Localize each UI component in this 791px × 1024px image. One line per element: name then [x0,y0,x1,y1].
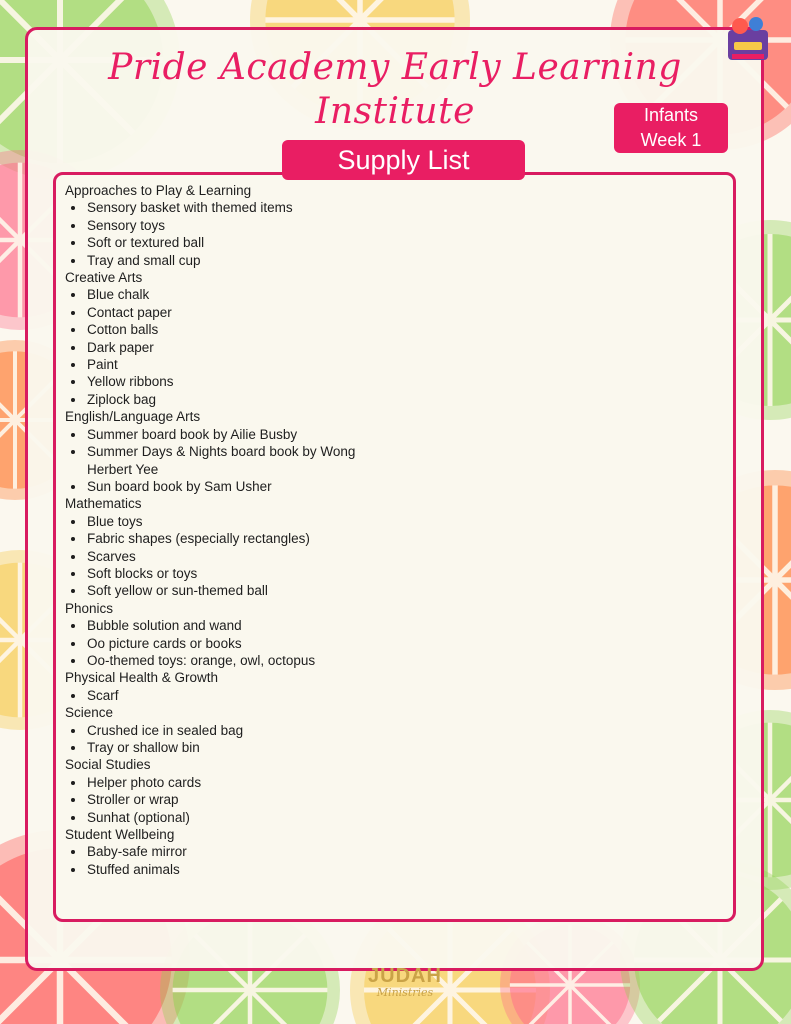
supply-item: • Blue toys [86,513,395,530]
supply-item: • Stroller or wrap [86,791,395,808]
footer-logo-title: JUDAH [368,965,442,987]
supply-item: • Sunhat (optional) [86,809,395,826]
supply-item: • Baby-safe mirror [86,843,395,860]
supply-item: • Sensory toys [86,217,395,234]
supply-item: • Soft yellow or sun-themed ball [86,582,395,599]
category-heading: Approaches to Play & Learning [65,183,252,198]
category-heading: Social Studies [65,757,151,773]
supply-list-heading: Supply List [282,140,525,180]
supply-item: • Sun board book by Sam Usher [86,478,395,495]
supply-item: • Scarf [86,687,395,704]
footer-logo [350,955,460,1011]
category-heading: English/Language Arts [65,409,201,425]
supply-item: • Contact paper [86,304,395,321]
supply-item: • Cotton balls [86,321,395,338]
supply-item: • Summer Days & Nights board book by Wong Herbert Yee [86,443,395,478]
supply-item: • Tray and small cup [86,252,395,269]
page-title: Pride Academy Early Learning Institute [108,47,682,132]
supply-item: • Fabric shapes (especially rectangles) [86,530,395,547]
category-heading: Science [65,705,114,721]
supply-item: • Helper photo cards [86,774,395,791]
supply-item: • Scarves [86,548,395,565]
supply-item: • Ziplock bag [86,391,395,408]
supply-item: • Summer board book by Ailie Busby [86,426,395,443]
supply-items [65,774,395,826]
badge-class: Infants [643,105,699,125]
supply-items [65,843,395,878]
footer-logo-subtitle: Ministries [376,986,434,999]
supply-item: • Soft or textured ball [86,234,395,251]
supply-list [65,182,395,878]
supply-item: • Oo-themed toys: orange, owl, octopus [86,652,395,669]
supply-items [65,199,395,269]
supply-item: • Blue chalk [86,286,395,303]
supply-items [65,426,395,496]
class-week-badge [614,103,728,153]
supply-items [65,722,395,757]
supply-items [65,617,395,669]
category-heading: Student Wellbeing [65,827,175,843]
supply-items [65,286,395,408]
supply-item: • Dark paper [86,339,395,356]
supply-item: • Crushed ice in sealed bag [86,722,395,739]
category-heading: Physical Health & Growth [65,670,219,686]
supply-item: • Bubble solution and wand [86,617,395,634]
supply-item: • Oo picture cards or books [86,635,395,652]
supply-items [65,687,395,704]
supply-item: • Paint [86,356,395,373]
supply-item: • Stuffed animals [86,861,395,878]
badge-week: Week 1 [640,130,702,150]
supply-item: • Soft blocks or toys [86,565,395,582]
supply-items [65,513,395,600]
category-heading: Phonics [65,600,114,616]
supply-item: • Sensory basket with themed items [86,199,395,216]
category-heading: Creative Arts [65,270,143,286]
supply-item: • Yellow ribbons [86,373,395,390]
corner-logo-icon [726,12,770,64]
category-heading: Mathematics [65,496,142,512]
supply-item: • Tray or shallow bin [86,739,395,756]
